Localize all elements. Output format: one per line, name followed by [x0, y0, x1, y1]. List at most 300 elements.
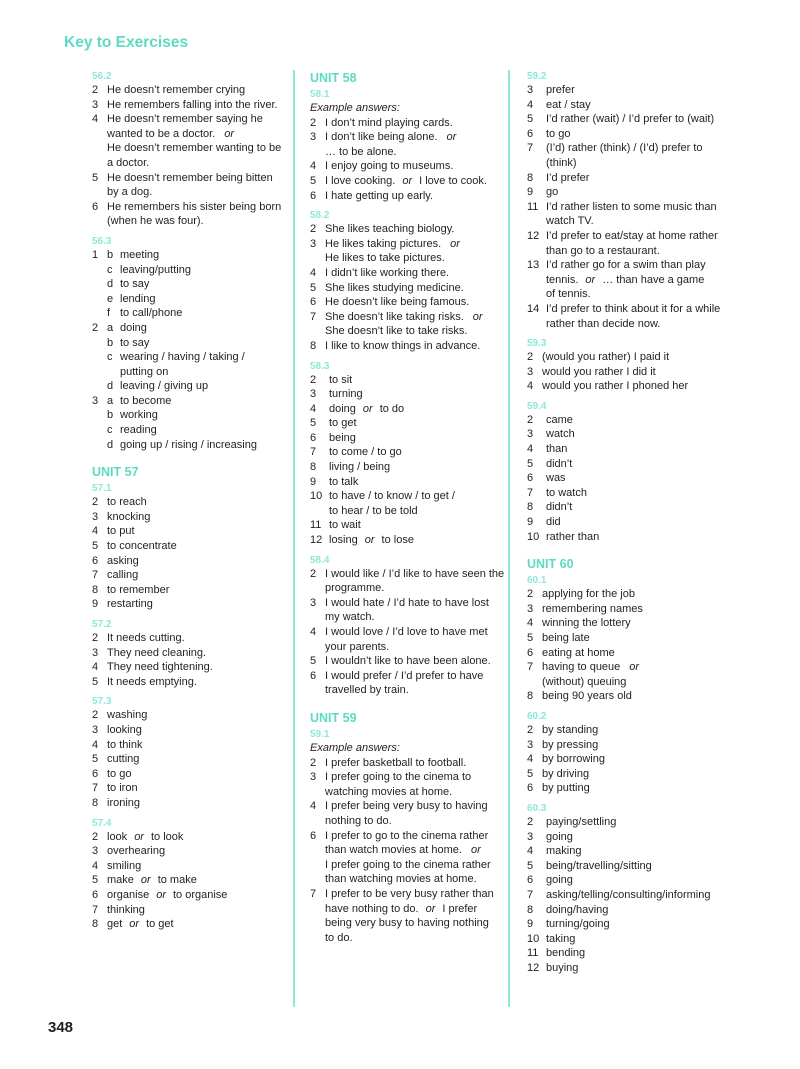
item-number: 4: [310, 160, 317, 173]
item-number: [310, 814, 325, 829]
item-number: [527, 244, 546, 259]
answer-text-main: to get: [329, 417, 357, 430]
answer-text: [542, 350, 740, 365]
answer-line: [527, 961, 740, 976]
answer-text: [120, 438, 282, 453]
answer-text-main: than watching movies at home.: [325, 873, 477, 886]
answer-line: [310, 189, 505, 204]
answer-line: [310, 785, 505, 800]
answer-line: [92, 583, 282, 598]
answer-line: [527, 616, 740, 631]
answer-line: [310, 445, 505, 460]
answer-text-main: to go: [107, 767, 132, 780]
item-number: [310, 145, 325, 160]
or-separator: or: [134, 830, 144, 843]
answer-line: [527, 830, 740, 845]
answer-line: [310, 416, 505, 431]
answer-text: [329, 387, 505, 402]
item-number: 7: [310, 446, 317, 459]
answer-text: [107, 141, 282, 156]
answer-text-main: rather than: [546, 530, 600, 543]
item-number: [527, 214, 546, 229]
answer-text-main: (think): [546, 156, 577, 169]
item-number: [92, 263, 107, 278]
item-number: 3: [92, 510, 99, 523]
answer-text-main: It needs emptying.: [107, 675, 197, 688]
item-number: 2: [527, 413, 534, 426]
item-number: 2: [527, 588, 534, 601]
answer-line: [527, 602, 740, 617]
answer-text: [107, 112, 282, 127]
answer-option-b: to organise: [172, 888, 228, 901]
item-number: [92, 306, 107, 321]
answer-text: [546, 457, 740, 472]
item-letter: d: [107, 380, 114, 393]
answer-line: [527, 98, 740, 113]
answer-text: [542, 631, 740, 646]
answer-text: [329, 533, 505, 548]
section-label: 60.2: [527, 710, 547, 722]
item-number: 4: [310, 800, 317, 813]
answer-text: [107, 873, 282, 888]
answer-line: [310, 222, 505, 237]
answer-text-main: He doesn’t remember saying he: [107, 113, 263, 126]
answer-text: [546, 427, 740, 442]
answer-text-main: would you rather I did it: [542, 365, 656, 378]
or-separator: or: [364, 534, 375, 547]
answer-text-main: did: [546, 516, 561, 529]
answer-text: [107, 171, 282, 186]
answer-text-main: I enjoy going to museums.: [325, 160, 454, 173]
answer-line: [527, 141, 740, 156]
answer-line: [527, 214, 740, 229]
item-number: 4: [310, 402, 317, 415]
answer-text-main: I didn’t like working there.: [325, 266, 450, 279]
answer-text-main: go: [546, 186, 559, 199]
answer-text: [107, 214, 282, 229]
answer-column-1: [92, 70, 282, 932]
item-number: 2: [527, 815, 534, 828]
section-label: 58.3: [310, 360, 330, 372]
or-separator: or: [472, 310, 483, 323]
item-number: 9: [527, 918, 534, 931]
answer-line: [92, 708, 282, 723]
answer-line: [527, 379, 740, 394]
item-number: 6: [310, 431, 317, 444]
item-number: 2: [310, 756, 317, 769]
answer-text-main: watch: [546, 428, 575, 441]
answer-option-b: I love to cook.: [419, 174, 487, 187]
item-number: [310, 858, 325, 873]
answer-column-2: [293, 70, 505, 1007]
item-number: 3: [92, 394, 99, 407]
answer-text-main: It needs cutting.: [107, 632, 185, 644]
answer-text-main: watch TV.: [546, 215, 594, 228]
section-label: 57.3: [92, 696, 112, 708]
section-label: 58.1: [310, 89, 330, 100]
answer-line: [527, 244, 740, 259]
answer-line: [92, 185, 282, 200]
answer-line: [310, 310, 505, 325]
answer-text: [107, 83, 282, 98]
answer-text: [329, 489, 505, 504]
answer-text: [107, 200, 282, 215]
answer-line: [310, 295, 505, 310]
answer-text-main: ironing: [107, 796, 141, 809]
answer-option-b: I prefer: [442, 902, 478, 915]
answer-text-main: didn’t: [546, 501, 573, 514]
answer-text-main: I prefer basketball to football.: [325, 756, 467, 769]
item-number: 4: [310, 626, 317, 638]
answer-text-main: watching movies at home.: [325, 785, 453, 798]
answer-text: [546, 98, 740, 113]
answer-text-main: He likes taking pictures.: [325, 237, 442, 250]
answer-text: [325, 339, 505, 354]
answer-line: [92, 423, 282, 438]
answer-text: [107, 185, 282, 200]
answer-text: [107, 646, 282, 661]
item-number: 5: [527, 859, 534, 872]
item-number: 1: [92, 248, 99, 261]
answer-text: [546, 127, 740, 142]
item-number: 4: [527, 617, 534, 630]
answer-text-main: I’d rather (wait) / I’d prefer to (wait): [546, 113, 715, 126]
answer-text-main: to think: [107, 738, 143, 751]
answer-text-main: knocking: [107, 510, 151, 523]
item-number: 12: [310, 534, 323, 547]
answer-text-main: I like to know things in advance.: [325, 339, 481, 352]
answer-text: [107, 903, 282, 918]
item-number: 2: [92, 830, 99, 843]
section-label: 59.3: [527, 338, 547, 350]
answer-line: [527, 486, 740, 501]
answer-line: [310, 654, 505, 669]
answer-text: [546, 141, 740, 156]
item-number: [310, 610, 325, 625]
page-number: 348: [48, 1019, 74, 1036]
answer-line: [527, 200, 740, 215]
answer-option-a: make: [107, 874, 134, 887]
answer-text: [120, 277, 282, 292]
answer-line: [527, 752, 740, 767]
answer-text: [546, 888, 740, 903]
answer-line: [310, 829, 505, 844]
answer-text-main: by standing: [542, 723, 599, 736]
answer-text-main: putting on: [120, 365, 169, 378]
item-number: 9: [527, 186, 534, 199]
answer-line: [527, 767, 740, 782]
answer-line: [527, 844, 740, 859]
answer-line: [92, 263, 282, 278]
item-number: 7: [527, 486, 534, 499]
answer-text: [546, 844, 740, 859]
item-number: 4: [92, 525, 99, 538]
item-number: 4: [92, 859, 99, 872]
answer-line: [527, 112, 740, 127]
answer-text-main: I prefer being very busy to having: [325, 800, 488, 813]
answer-text-main: He doesn’t like being famous.: [325, 296, 470, 309]
item-number: 12: [527, 229, 540, 242]
answer-text-main: thinking: [107, 903, 145, 916]
answer-text-main: I would love / I’d love to have met: [325, 626, 488, 638]
or-separator: or: [224, 127, 235, 140]
answer-line: [310, 324, 505, 339]
answer-line: [310, 145, 505, 160]
answer-text-main: to call/phone: [120, 307, 183, 320]
answer-text: [107, 597, 282, 612]
answer-option-b: … than have a game: [602, 273, 705, 286]
answer-text-main: I’d rather listen to some music than: [546, 200, 717, 213]
answer-text-main: prefer: [546, 84, 575, 96]
item-number: 8: [310, 339, 317, 352]
item-number: [92, 438, 107, 453]
section-label: 59.2: [527, 71, 547, 82]
answer-line: [310, 814, 505, 829]
answer-option-a: look: [107, 830, 128, 843]
item-letter: c: [107, 263, 113, 276]
answer-text: [546, 214, 740, 229]
item-number: 4: [527, 753, 534, 766]
answer-line: [92, 675, 282, 690]
answer-text: [546, 442, 740, 457]
item-number: 7: [527, 142, 534, 155]
item-number: 14: [527, 302, 540, 315]
answer-text-main: going: [546, 830, 573, 843]
answer-line: [527, 946, 740, 961]
answer-line: [310, 431, 505, 446]
or-separator: or: [585, 273, 596, 286]
item-number: 2: [310, 567, 317, 580]
answer-text-main: turning/going: [546, 918, 610, 931]
item-number: 3: [527, 365, 534, 378]
answer-line: [527, 185, 740, 200]
answer-text: [325, 799, 505, 814]
answer-line: [527, 471, 740, 486]
answer-text-main: turning: [329, 388, 363, 401]
answer-text: [542, 587, 740, 602]
answer-line: [310, 669, 505, 684]
item-number: [92, 365, 107, 380]
item-number: 4: [310, 266, 317, 279]
answer-text: [107, 539, 282, 554]
item-number: 3: [527, 84, 534, 96]
answer-text: [329, 431, 505, 446]
answer-option-a: have nothing to do.: [325, 902, 419, 915]
answer-text: [325, 251, 505, 266]
answer-text-main: by driving: [542, 767, 590, 780]
answer-text-main: She likes studying medicine.: [325, 281, 464, 294]
answer-line: [92, 660, 282, 675]
answer-text-main: to watch: [546, 486, 587, 499]
item-number: 4: [92, 113, 99, 126]
item-number: [527, 156, 546, 171]
item-number: 4: [527, 845, 534, 858]
answer-text: [546, 500, 740, 515]
item-number: 8: [527, 501, 534, 514]
answer-text-main: (I’d) rather (think) / (I’d) prefer to: [546, 142, 703, 155]
answer-line: [92, 568, 282, 583]
answer-text: [325, 116, 505, 131]
answer-text-main: of tennis.: [546, 288, 591, 301]
answer-text-main: I would hate / I’d hate to have lost: [325, 596, 489, 609]
item-number: 6: [310, 296, 317, 309]
answer-text: [325, 281, 505, 296]
answer-line: [527, 917, 740, 932]
answer-text: [542, 675, 740, 690]
answer-line: [310, 770, 505, 785]
answer-text-main: by pressing: [542, 738, 599, 751]
answer-text-main: … to be alone.: [325, 145, 397, 158]
answer-text: [325, 756, 505, 771]
answer-line: [92, 83, 282, 98]
item-number: 7: [92, 782, 99, 795]
answer-text: [546, 471, 740, 486]
answer-text: [546, 413, 740, 428]
item-number: 5: [310, 281, 317, 294]
item-number: 9: [527, 516, 534, 529]
answer-text-main: working: [120, 409, 158, 422]
answer-text: [325, 567, 505, 582]
answer-line: [310, 640, 505, 655]
answer-text: [107, 510, 282, 525]
answer-text-main: your parents.: [325, 640, 390, 653]
item-number: 7: [527, 661, 534, 674]
answer-text: [107, 156, 282, 171]
answer-line: [92, 408, 282, 423]
item-number: 4: [527, 443, 534, 456]
answer-line: [92, 292, 282, 307]
item-number: [310, 916, 325, 931]
answer-text-main: restarting: [107, 598, 153, 611]
section-label: 57.4: [92, 817, 112, 829]
answer-text: [329, 416, 505, 431]
answer-line: [92, 888, 282, 903]
answer-line: [92, 723, 282, 738]
answer-line: [527, 530, 740, 545]
item-number: 6: [310, 829, 317, 842]
unit-heading: UNIT 58: [310, 71, 357, 85]
item-number: 6: [527, 127, 534, 140]
answer-line: [92, 156, 282, 171]
item-number: 10: [310, 490, 323, 503]
page-header-title: Key to Exercises: [64, 34, 189, 51]
answer-line: [310, 130, 505, 145]
answer-text-main: cutting: [107, 753, 140, 766]
answer-line: [92, 438, 282, 453]
item-letter: a: [107, 321, 114, 334]
item-number: 2: [92, 632, 99, 644]
answer-text-main: paying/settling: [546, 815, 617, 828]
section-label: 58.4: [310, 554, 330, 566]
item-number: 5: [310, 655, 317, 668]
item-number: 2: [92, 496, 99, 509]
item-number: 5: [92, 675, 99, 688]
answer-line: [527, 83, 740, 98]
answer-text: [325, 785, 505, 800]
answer-text-main: I don’t mind playing cards.: [325, 116, 453, 129]
item-number: 5: [92, 874, 99, 887]
item-letter: b: [107, 248, 114, 261]
answer-text-main: He remembers his sister being born: [107, 200, 282, 213]
answer-text: [120, 350, 282, 365]
answer-text-main: He doesn’t remember wanting to be: [107, 142, 282, 155]
answer-text: [542, 723, 740, 738]
or-separator: or: [629, 661, 640, 674]
section-label: 59.4: [527, 400, 547, 412]
answer-line: [92, 112, 282, 127]
answer-text: [542, 602, 740, 617]
answer-line: [527, 350, 740, 365]
unit-heading: UNIT 60: [527, 557, 574, 572]
answer-text-main: eat / stay: [546, 98, 591, 111]
item-number: [310, 872, 325, 887]
answer-text: [542, 379, 740, 394]
answer-text-main: by borrowing: [542, 753, 605, 766]
answer-line: [527, 413, 740, 428]
answer-line: [310, 504, 505, 519]
answer-text-main: programme.: [325, 582, 385, 595]
answer-text: [325, 295, 505, 310]
answer-line: [92, 903, 282, 918]
answer-line: [527, 273, 740, 288]
answer-text: [542, 738, 740, 753]
answer-text: [107, 554, 282, 569]
item-number: [92, 141, 107, 156]
answer-text-main: wanted to be a doctor.: [107, 127, 216, 140]
answer-line: [527, 903, 740, 918]
item-number: [92, 214, 107, 229]
answer-text-main: than watch movies at home.: [325, 844, 462, 857]
answer-line: [527, 365, 740, 380]
section-label: 56.3: [92, 235, 112, 247]
answer-text: [546, 83, 740, 98]
answer-text-main: than: [546, 443, 568, 456]
answer-text: [325, 610, 505, 625]
answer-text: [120, 394, 282, 409]
or-separator: or: [362, 402, 373, 415]
item-number: 3: [310, 388, 317, 401]
answer-line: [92, 200, 282, 215]
item-letter: b: [107, 409, 114, 422]
answer-text-main: leaving/putting: [120, 263, 191, 276]
answer-text: [107, 859, 282, 874]
answer-line: [527, 646, 740, 661]
answer-line: [92, 859, 282, 874]
item-number: [92, 350, 107, 365]
example-answers-note: Example answers:: [310, 741, 400, 754]
answer-line: [92, 631, 282, 646]
answer-text: [325, 770, 505, 785]
item-number: 5: [310, 174, 317, 187]
answer-text: [107, 524, 282, 539]
answer-text: [325, 596, 505, 611]
answer-line: [527, 171, 740, 186]
item-number: 6: [92, 554, 99, 567]
answer-text: [107, 796, 282, 811]
item-number: 3: [310, 596, 317, 609]
item-number: [527, 317, 546, 332]
answer-line: [310, 567, 505, 582]
answer-text: [546, 273, 740, 288]
answer-text-main: applying for the job: [542, 588, 635, 601]
answer-text: [546, 229, 740, 244]
answer-line: [310, 799, 505, 814]
item-number: 2: [92, 84, 99, 96]
answer-text: [107, 583, 282, 598]
item-number: 4: [527, 98, 534, 111]
unit-heading: UNIT 57: [92, 465, 139, 480]
item-number: 11: [527, 947, 539, 960]
